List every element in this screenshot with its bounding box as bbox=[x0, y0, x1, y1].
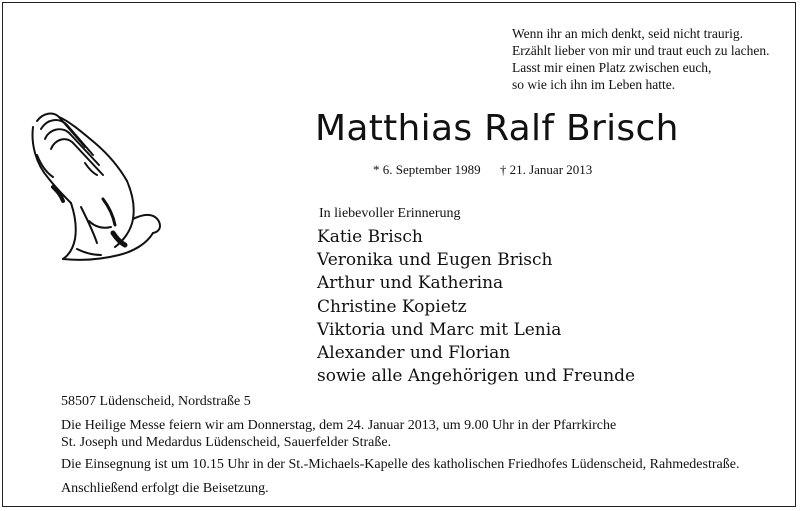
poem-line: Wenn ihr an mich denkt, seid nicht traurig. bbox=[512, 26, 743, 41]
mass-info-line: St. Joseph und Medardus Lüdenscheid, Sauerfelder Straße. bbox=[61, 435, 392, 450]
mourner-name: sowie alle Angehörigen und Freunde bbox=[317, 366, 636, 387]
family-address: 58507 Lüdenscheid, Nordstraße 5 bbox=[61, 394, 251, 409]
life-dates bbox=[373, 162, 592, 178]
mourner-name: Christine Kopietz bbox=[317, 296, 467, 317]
memory-intro: In liebevoller Erinnerung bbox=[319, 206, 461, 221]
mass-info-line: Die Heilige Messe feiern wir am Donnerstag, dem 24. Januar 2013, um 9.00 Uhr in der Pfarrkirche bbox=[61, 418, 617, 433]
mourner-name: Viktoria und Marc mit Lenia bbox=[317, 319, 562, 340]
mourner-name: Arthur und Katherina bbox=[317, 273, 504, 294]
mourners-list bbox=[317, 226, 635, 388]
burial-info: Anschließend erfolgt die Beisetzung. bbox=[61, 481, 269, 496]
blessing-info: Die Einsegnung ist um 10.15 Uhr in der St.-Michaels-Kapelle des katholischen Friedhofes Lüdenscheid, Rahmedestraße. bbox=[61, 457, 740, 472]
birth-date: * 6. September 1989 bbox=[373, 162, 481, 177]
notice-frame bbox=[2, 2, 796, 507]
poem-line: so wie ich ihn im Leben hatte. bbox=[512, 77, 676, 92]
praying-hands-icon bbox=[23, 103, 173, 265]
poem bbox=[512, 25, 792, 93]
mourner-name: Veronika und Eugen Brisch bbox=[317, 250, 553, 271]
mass-info bbox=[61, 417, 791, 451]
mourner-name: Katie Brisch bbox=[317, 227, 423, 247]
poem-line: Lasst mir einen Platz zwischen euch, bbox=[512, 60, 712, 75]
poem-line: Erzählt lieber von mir und traut euch zu lachen. bbox=[512, 43, 770, 58]
death-date: † 21. Januar 2013 bbox=[499, 162, 593, 177]
deceased-name: Matthias Ralf Brisch bbox=[315, 108, 679, 149]
mourner-name: Alexander und Florian bbox=[317, 343, 511, 364]
